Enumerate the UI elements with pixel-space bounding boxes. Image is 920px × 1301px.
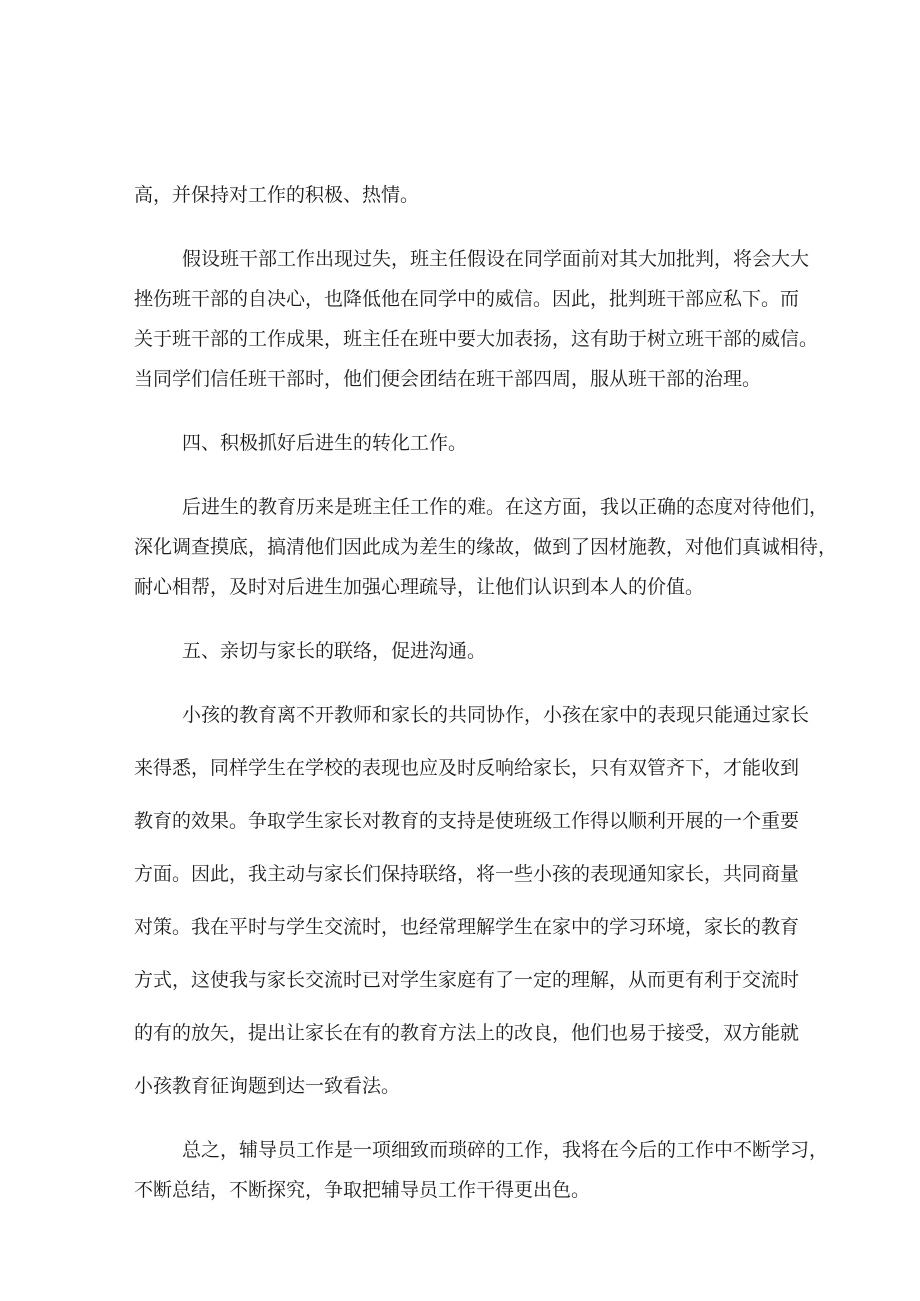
- paragraph-line: 的有的放矢，提出让家长在有的教育方法上的改良，他们也易于接受，双方能就: [134, 1022, 800, 1044]
- paragraph-line: 当同学们信任班干部时，他们便会团结在班干部四周，服从班干部的治理。: [134, 368, 762, 390]
- paragraph-line: 来得悉，同样学生在学校的表现也应及时反响给家长，只有双管齐下，才能收到: [134, 757, 800, 779]
- paragraph-line: 关于班干部的工作成果，班主任在班中要大加表扬，这有助于树立班干部的威信。: [134, 328, 819, 350]
- section-heading: 五、亲切与家长的联络，促进沟通。: [182, 640, 487, 662]
- paragraph-line: 耐心相帮，及时对后进生加强心理疏导，让他们认识到本人的价值。: [134, 576, 705, 598]
- document-body: [134, 175, 838, 1210]
- paragraph-line: 高，并保持对工作的积极、热情。: [134, 184, 420, 206]
- paragraph-line: 方式，这使我与家长交流时已对学生家庭有了一定的理解，从而更有利于交流时: [134, 969, 800, 991]
- paragraph-line: 小孩的教育离不开教师和家长的共同协作，小孩在家中的表现只能通过家长: [182, 704, 810, 726]
- paragraph-line: 总之，辅导员工作是一项细致而琐碎的工作，我将在今后的工作中不断学习，: [182, 1139, 829, 1161]
- paragraph-line: 对策。我在平时与学生交流时，也经常理解学生在家中的学习环境，家长的教育: [134, 916, 800, 938]
- section-heading: 四、积极抓好后进生的转化工作。: [182, 432, 468, 454]
- paragraph-line: 不断总结，不断探究，争取把辅导员工作干得更出色。: [134, 1179, 591, 1201]
- paragraph-line: 假设班干部工作出现过失，班主任假设在同学面前对其大加批判，将会大大: [182, 248, 810, 270]
- paragraph-line: 方面。因此，我主动与家长们保持联络，将一些小孩的表现通知家长，共同商量: [134, 863, 800, 885]
- paragraph-line: 后进生的教育历来是班主任工作的难。在这方面，我以正确的态度对待他们，: [182, 496, 829, 518]
- paragraph-line: 挫伤班干部的自决心，也降低他在同学中的威信。因此，批判班干部应私下。而: [134, 288, 800, 310]
- paragraph-line: 小孩教育征询题到达一致看法。: [134, 1075, 401, 1097]
- paragraph-line: 教育的效果。争取学生家长对教育的支持是使班级工作得以顺利开展的一个重要: [134, 810, 800, 832]
- paragraph-line: 深化调查摸底，搞清他们因此成为差生的缘故，做到了因材施教，对他们真诚相待，: [134, 536, 838, 558]
